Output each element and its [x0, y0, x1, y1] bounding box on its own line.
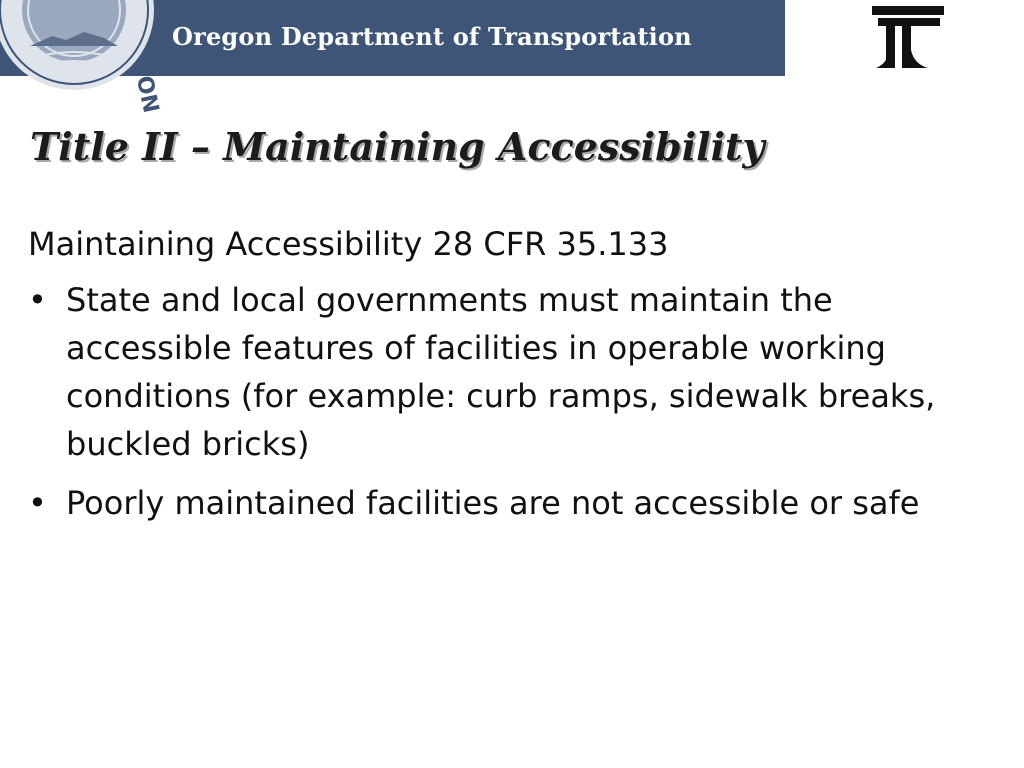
bullet-text: State and local governments must maintain the accessible features of facilities in operable working conditions (for example: curb ramps, sidewalk breaks, buckled bricks) [66, 281, 936, 463]
slide-body [28, 222, 988, 538]
agency-name: Oregon Department of Transportation [172, 22, 692, 51]
odot-logo-icon [870, 4, 946, 70]
bullet-marker: • [28, 484, 47, 522]
bullet-text: Poorly maintained facilities are not accessible or safe [66, 484, 920, 522]
bullet-item [28, 276, 988, 468]
bullet-item [28, 479, 988, 527]
slide-title: Title II – Maintaining Accessibility [30, 124, 765, 169]
oregon-state-seal-icon [0, 0, 164, 116]
bullet-list [28, 276, 988, 527]
bullet-marker: • [28, 281, 47, 319]
subheading: Maintaining Accessibility 28 CFR 35.133 [28, 225, 669, 263]
seal-lettering: GON [127, 56, 164, 116]
agency-banner [0, 0, 785, 116]
